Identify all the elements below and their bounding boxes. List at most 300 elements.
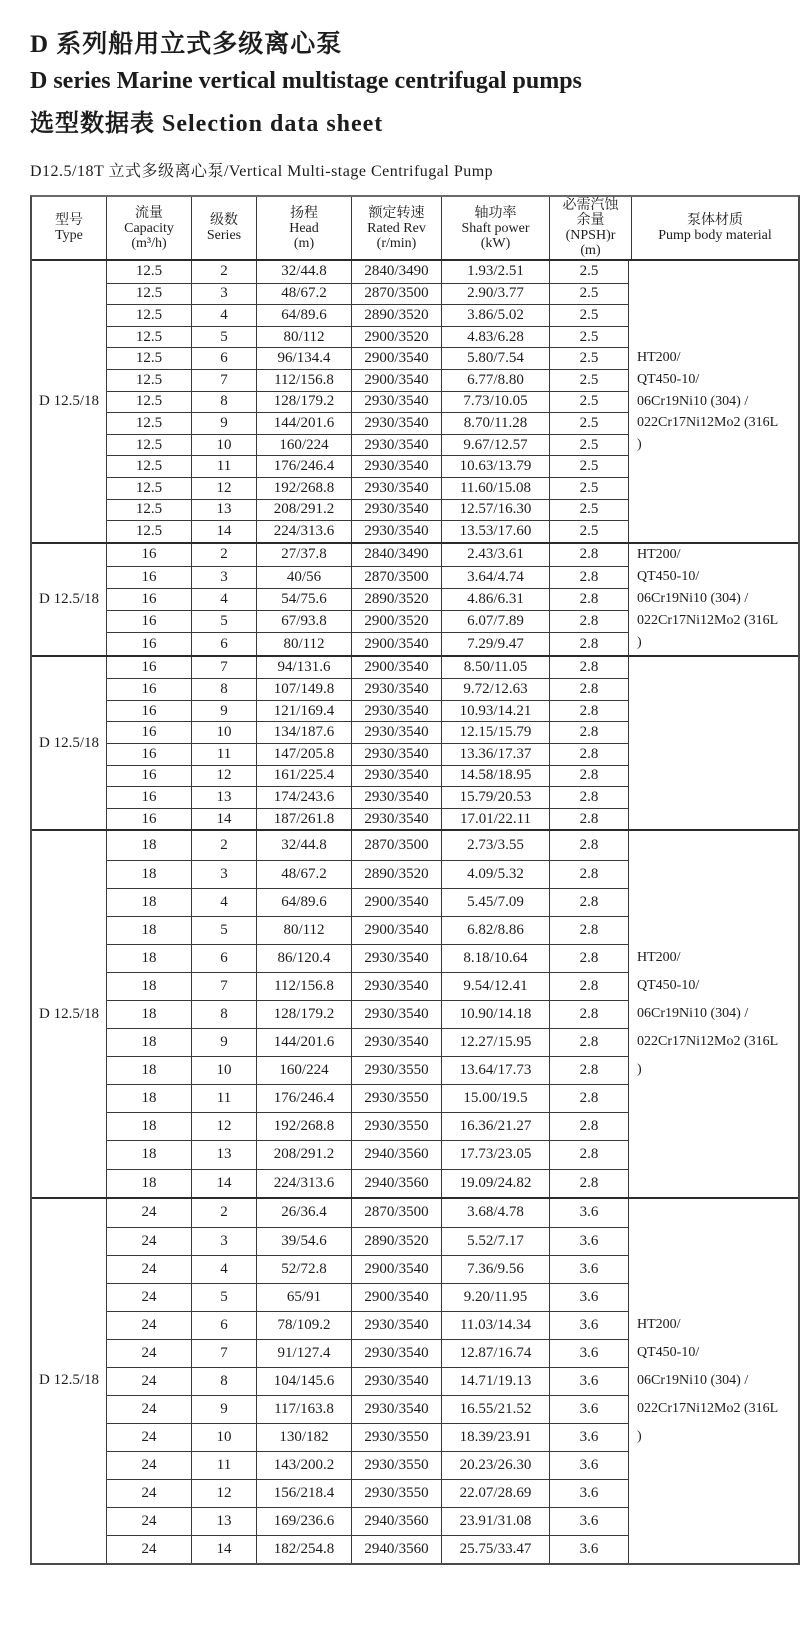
pump-type-label: D 12.5/18 [32,1199,107,1563]
table-row [107,831,628,859]
cell-series: 12 [192,478,257,499]
cell-power: 9.54/12.41 [442,973,550,1000]
pump-type-label: D 12.5/18 [32,831,107,1196]
cell-rev: 2900/3540 [352,348,442,369]
cell-head: 144/201.6 [257,1029,352,1056]
table-row [107,1423,628,1451]
cell-rev: 2940/3560 [352,1508,442,1535]
cell-rev: 2930/3540 [352,521,442,542]
table-row [107,632,628,654]
cell-series: 3 [192,284,257,305]
cell-power: 16.55/21.52 [442,1396,550,1423]
table-row [107,1169,628,1197]
cell-power: 5.45/7.09 [442,889,550,916]
cell-head: 65/91 [257,1284,352,1311]
cell-head: 174/243.6 [257,787,352,808]
cell-capacity: 24 [107,1396,192,1423]
cell-npsh: 2.5 [579,306,599,323]
table-row [107,477,628,499]
cell-npsh: 2.8 [579,949,599,966]
table-row [107,888,628,916]
cell-power: 3.68/4.78 [442,1199,550,1227]
cell-series: 14 [192,521,257,542]
cell-npsh: 2.8 [579,1062,599,1079]
cell-series: 12 [192,1480,257,1507]
cell-rev: 2930/3540 [352,1340,442,1367]
table-row [107,347,628,369]
table-row [107,860,628,888]
cell-capacity: 24 [107,1424,192,1451]
cell-rev: 2890/3520 [352,589,442,610]
cell-power: 2.73/3.55 [442,831,550,859]
cell-power: 12.87/16.74 [442,1340,550,1367]
material-line: QT450-10/ [637,1344,700,1360]
cell-npsh: 2.5 [579,501,599,518]
cell-npsh: 3.6 [579,1204,599,1221]
table-row [107,1451,628,1479]
cell-power: 17.01/22.11 [442,809,550,830]
table-row [107,520,628,542]
cell-capacity: 24 [107,1452,192,1479]
header-line: 轴功率 [474,205,517,221]
cell-power: 6.77/8.80 [442,370,550,391]
cell-head: 147/205.8 [257,744,352,765]
cell-power: 10.63/13.79 [442,456,550,477]
cell-capacity: 16 [107,657,192,679]
cell-rev: 2930/3550 [352,1452,442,1479]
cell-power: 12.27/15.95 [442,1029,550,1056]
cell-series: 2 [192,831,257,859]
cell-npsh: 2.8 [579,1174,599,1191]
cell-head: 48/67.2 [257,284,352,305]
cell-power: 13.36/17.37 [442,744,550,765]
material-line: 06Cr19Ni10 (304) / [637,591,749,607]
cell-rev: 2930/3550 [352,1480,442,1507]
cell-series: 5 [192,1284,257,1311]
table-row [107,261,628,283]
cell-power: 2.90/3.77 [442,284,550,305]
cell-rev: 2870/3500 [352,567,442,588]
material-line: HT200/ [637,546,681,562]
table-row [107,678,628,700]
capacity-block [32,655,798,830]
cell-capacity: 24 [107,1480,192,1507]
table-row [107,1199,628,1227]
table-row [107,1140,628,1168]
material-line: 022Cr17Ni12Mo2 (316L [637,1400,779,1416]
table-row [107,304,628,326]
pump-material-cell [628,831,798,1196]
cell-capacity: 12.5 [107,261,192,283]
header-line: 余量 [576,213,605,228]
cell-series: 10 [192,1057,257,1084]
block-rows [107,1199,628,1563]
cell-npsh: 2.8 [579,724,599,741]
table-row [107,944,628,972]
cell-series: 6 [192,945,257,972]
cell-capacity: 24 [107,1199,192,1227]
cell-npsh: 2.8 [579,635,599,652]
cell-npsh: 2.5 [579,458,599,475]
table-row [107,1112,628,1140]
cell-npsh: 2.8 [579,977,599,994]
cell-rev: 2840/3490 [352,261,442,283]
pump-type-label: D 12.5/18 [32,657,107,830]
cell-rev: 2930/3540 [352,701,442,722]
cell-head: 112/156.8 [257,370,352,391]
cell-rev: 2900/3520 [352,327,442,348]
cell-series: 6 [192,348,257,369]
cell-head: 80/112 [257,327,352,348]
cell-power: 7.73/10.05 [442,392,550,413]
cell-power: 14.71/19.13 [442,1368,550,1395]
cell-head: 169/236.6 [257,1508,352,1535]
capacity-block [32,829,798,1196]
cell-capacity: 12.5 [107,456,192,477]
cell-power: 8.50/11.05 [442,657,550,679]
cell-power: 15.00/19.5 [442,1085,550,1112]
cell-series: 7 [192,1340,257,1367]
cell-power: 18.39/23.91 [442,1424,550,1451]
cell-capacity: 12.5 [107,435,192,456]
cell-head: 208/291.2 [257,500,352,521]
pump-model-subtitle: D12.5/18T 立式多级离心泵/Vertical Multi-stage Centrifugal Pump [30,163,494,180]
cell-head: 160/224 [257,435,352,456]
cell-series: 6 [192,633,257,654]
cell-npsh: 3.6 [579,1456,599,1473]
cell-head: 176/246.4 [257,456,352,477]
selection-data-table [30,195,800,1565]
table-row [107,786,628,808]
header-line: 级数 [210,213,238,228]
cell-rev: 2930/3540 [352,809,442,830]
cell-series: 2 [192,261,257,283]
header-line: (r/min) [376,235,417,251]
cell-head: 112/156.8 [257,973,352,1000]
cell-series: 11 [192,1452,257,1479]
cell-npsh: 2.5 [579,522,599,539]
cell-power: 11.03/14.34 [442,1312,550,1339]
cell-power: 17.73/23.05 [442,1141,550,1168]
cell-power: 4.83/6.28 [442,327,550,348]
cell-power: 6.82/8.86 [442,917,550,944]
cell-rev: 2930/3540 [352,1001,442,1028]
table-row [107,808,628,830]
cell-npsh: 2.8 [579,681,599,698]
header-series [192,197,257,259]
cell-npsh: 2.8 [579,658,599,675]
table-row [107,391,628,413]
page-title-selection: 选型数据表 Selection data sheet [30,111,384,137]
capacity-block [32,542,798,655]
cell-npsh: 2.8 [579,745,599,762]
cell-head: 27/37.8 [257,544,352,566]
header-line: Rated Rev [367,220,426,236]
cell-series: 7 [192,657,257,679]
cell-capacity: 18 [107,1170,192,1197]
cell-npsh: 3.6 [579,1372,599,1389]
cell-power: 4.09/5.32 [442,861,550,888]
header-material [632,197,798,259]
cell-capacity: 24 [107,1508,192,1535]
page-title-english: D series Marine vertical multistage centrifugal pumps [30,68,582,94]
cell-npsh: 2.8 [579,767,599,784]
cell-capacity: 18 [107,1085,192,1112]
cell-capacity: 12.5 [107,500,192,521]
cell-npsh: 3.6 [579,1512,599,1529]
table-row [107,283,628,305]
cell-capacity: 24 [107,1340,192,1367]
cell-capacity: 16 [107,679,192,700]
cell-head: 134/187.6 [257,722,352,743]
cell-rev: 2900/3540 [352,889,442,916]
cell-npsh: 2.8 [579,569,599,585]
cell-series: 12 [192,766,257,787]
cell-series: 11 [192,456,257,477]
cell-power: 9.20/11.95 [442,1284,550,1311]
table-row [107,1395,628,1423]
table-row [107,1535,628,1563]
header-line: 泵体材质 [687,213,743,228]
cell-rev: 2930/3550 [352,1424,442,1451]
cell-npsh: 3.6 [579,1540,599,1557]
cell-npsh: 2.5 [579,414,599,431]
material-line: ) [637,1062,642,1078]
header-type [32,197,107,259]
cell-rev: 2930/3540 [352,679,442,700]
cell-capacity: 16 [107,544,192,566]
cell-series: 10 [192,722,257,743]
pump-material-cell [628,1199,798,1563]
cell-capacity: 16 [107,787,192,808]
cell-npsh: 3.6 [579,1232,599,1249]
cell-npsh: 2.8 [579,702,599,719]
cell-rev: 2940/3560 [352,1141,442,1168]
cell-rev: 2930/3540 [352,722,442,743]
pump-material-cell [628,544,798,655]
cell-power: 16.36/21.27 [442,1113,550,1140]
cell-head: 104/145.6 [257,1368,352,1395]
material-line: QT450-10/ [637,977,700,993]
table-row [107,1084,628,1112]
cell-series: 5 [192,611,257,632]
cell-capacity: 24 [107,1228,192,1255]
cell-capacity: 24 [107,1312,192,1339]
cell-series: 8 [192,679,257,700]
cell-head: 54/75.6 [257,589,352,610]
cell-capacity: 18 [107,1029,192,1056]
table-row [107,1056,628,1084]
table-row [107,1507,628,1535]
cell-npsh: 2.8 [579,1118,599,1135]
cell-capacity: 16 [107,633,192,654]
header-line: (m³/h) [131,235,167,251]
cell-series: 6 [192,1312,257,1339]
cell-head: 48/67.2 [257,861,352,888]
cell-series: 13 [192,1508,257,1535]
cell-npsh: 3.6 [579,1484,599,1501]
cell-power: 7.29/9.47 [442,633,550,654]
cell-capacity: 18 [107,945,192,972]
cell-rev: 2930/3550 [352,1057,442,1084]
header-capacity [107,197,192,259]
cell-head: 182/254.8 [257,1536,352,1563]
material-line: QT450-10/ [637,568,700,584]
cell-rev: 2930/3540 [352,456,442,477]
cell-npsh: 2.8 [579,1146,599,1163]
cell-series: 9 [192,1029,257,1056]
cell-capacity: 18 [107,1141,192,1168]
cell-npsh: 2.8 [579,1034,599,1051]
cell-head: 176/246.4 [257,1085,352,1112]
table-row [107,1227,628,1255]
cell-head: 130/182 [257,1424,352,1451]
cell-capacity: 16 [107,809,192,830]
cell-series: 8 [192,392,257,413]
cell-capacity: 24 [107,1536,192,1563]
cell-power: 10.90/14.18 [442,1001,550,1028]
header-line: (m) [580,243,601,258]
cell-capacity: 24 [107,1368,192,1395]
table-row [107,1255,628,1283]
table-row [107,544,628,566]
cell-power: 1.93/2.51 [442,261,550,283]
cell-series: 8 [192,1368,257,1395]
pump-material-cell [628,261,798,542]
cell-head: 32/44.8 [257,831,352,859]
page-title-chinese: D 系列船用立式多级离心泵 [30,31,343,58]
cell-head: 224/313.6 [257,521,352,542]
cell-power: 4.86/6.31 [442,589,550,610]
cell-power: 20.23/26.30 [442,1452,550,1479]
cell-series: 3 [192,861,257,888]
cell-npsh: 2.5 [579,285,599,302]
cell-rev: 2930/3540 [352,744,442,765]
block-rows [107,831,628,1196]
cell-power: 8.70/11.28 [442,413,550,434]
cell-npsh: 2.5 [579,393,599,410]
header-line: (m) [293,235,315,251]
cell-head: 208/291.2 [257,1141,352,1168]
cell-npsh: 2.8 [579,893,599,910]
cell-power: 2.43/3.61 [442,544,550,566]
material-line: HT200/ [637,1316,681,1332]
cell-head: 224/313.6 [257,1170,352,1197]
cell-head: 128/179.2 [257,392,352,413]
cell-power: 9.72/12.63 [442,679,550,700]
cell-capacity: 16 [107,567,192,588]
cell-rev: 2890/3520 [352,861,442,888]
cell-rev: 2840/3490 [352,544,442,566]
material-line: 022Cr17Ni12Mo2 (316L [637,613,779,629]
cell-power: 12.57/16.30 [442,500,550,521]
cell-head: 144/201.6 [257,413,352,434]
cell-npsh: 3.6 [579,1344,599,1361]
cell-npsh: 3.6 [579,1260,599,1277]
cell-head: 192/268.8 [257,478,352,499]
cell-series: 14 [192,809,257,830]
cell-rev: 2930/3540 [352,435,442,456]
cell-capacity: 24 [107,1256,192,1283]
cell-capacity: 24 [107,1284,192,1311]
cell-capacity: 16 [107,611,192,632]
cell-rev: 2900/3540 [352,657,442,679]
cell-series: 13 [192,787,257,808]
cell-head: 78/109.2 [257,1312,352,1339]
cell-npsh: 2.8 [579,789,599,806]
header-rated-rev [352,197,442,259]
table-row [107,1000,628,1028]
table-row [107,434,628,456]
cell-head: 39/54.6 [257,1228,352,1255]
material-line: 06Cr19Ni10 (304) / [637,393,749,409]
cell-series: 8 [192,1001,257,1028]
table-header-row [32,197,798,261]
cell-rev: 2930/3540 [352,1396,442,1423]
header-line: Capacity [124,220,174,236]
cell-capacity: 12.5 [107,327,192,348]
cell-rev: 2930/3540 [352,787,442,808]
material-line: QT450-10/ [637,371,700,387]
cell-series: 4 [192,589,257,610]
cell-head: 192/268.8 [257,1113,352,1140]
cell-series: 9 [192,1396,257,1423]
table-row [107,1311,628,1339]
cell-rev: 2930/3540 [352,500,442,521]
cell-power: 5.80/7.54 [442,348,550,369]
cell-rev: 2930/3540 [352,413,442,434]
cell-capacity: 12.5 [107,478,192,499]
cell-head: 121/169.4 [257,701,352,722]
material-line: ) [637,436,642,452]
table-row [107,588,628,610]
cell-npsh: 2.8 [579,836,599,853]
cell-power: 3.86/5.02 [442,305,550,326]
cell-head: 143/200.2 [257,1452,352,1479]
table-row [107,610,628,632]
cell-rev: 2900/3540 [352,370,442,391]
table-body [32,261,798,1563]
cell-rev: 2930/3550 [352,1085,442,1112]
header-line: Type [55,228,83,243]
table-row [107,972,628,1000]
cell-power: 5.52/7.17 [442,1228,550,1255]
cell-rev: 2900/3540 [352,1256,442,1283]
cell-capacity: 12.5 [107,413,192,434]
cell-head: 160/224 [257,1057,352,1084]
cell-series: 4 [192,889,257,916]
cell-rev: 2930/3540 [352,945,442,972]
cell-head: 32/44.8 [257,261,352,283]
cell-power: 3.64/4.74 [442,567,550,588]
cell-capacity: 18 [107,831,192,859]
cell-rev: 2930/3540 [352,478,442,499]
cell-capacity: 18 [107,889,192,916]
table-row [107,1479,628,1507]
cell-series: 12 [192,1113,257,1140]
material-line: 022Cr17Ni12Mo2 (316L [637,415,779,431]
table-row [107,1028,628,1056]
header-line: (kW) [480,235,511,251]
cell-series: 9 [192,413,257,434]
cell-series: 7 [192,370,257,391]
cell-series: 5 [192,327,257,348]
cell-rev: 2900/3520 [352,611,442,632]
cell-capacity: 16 [107,766,192,787]
cell-capacity: 16 [107,744,192,765]
cell-rev: 2930/3540 [352,1029,442,1056]
cell-rev: 2870/3500 [352,284,442,305]
